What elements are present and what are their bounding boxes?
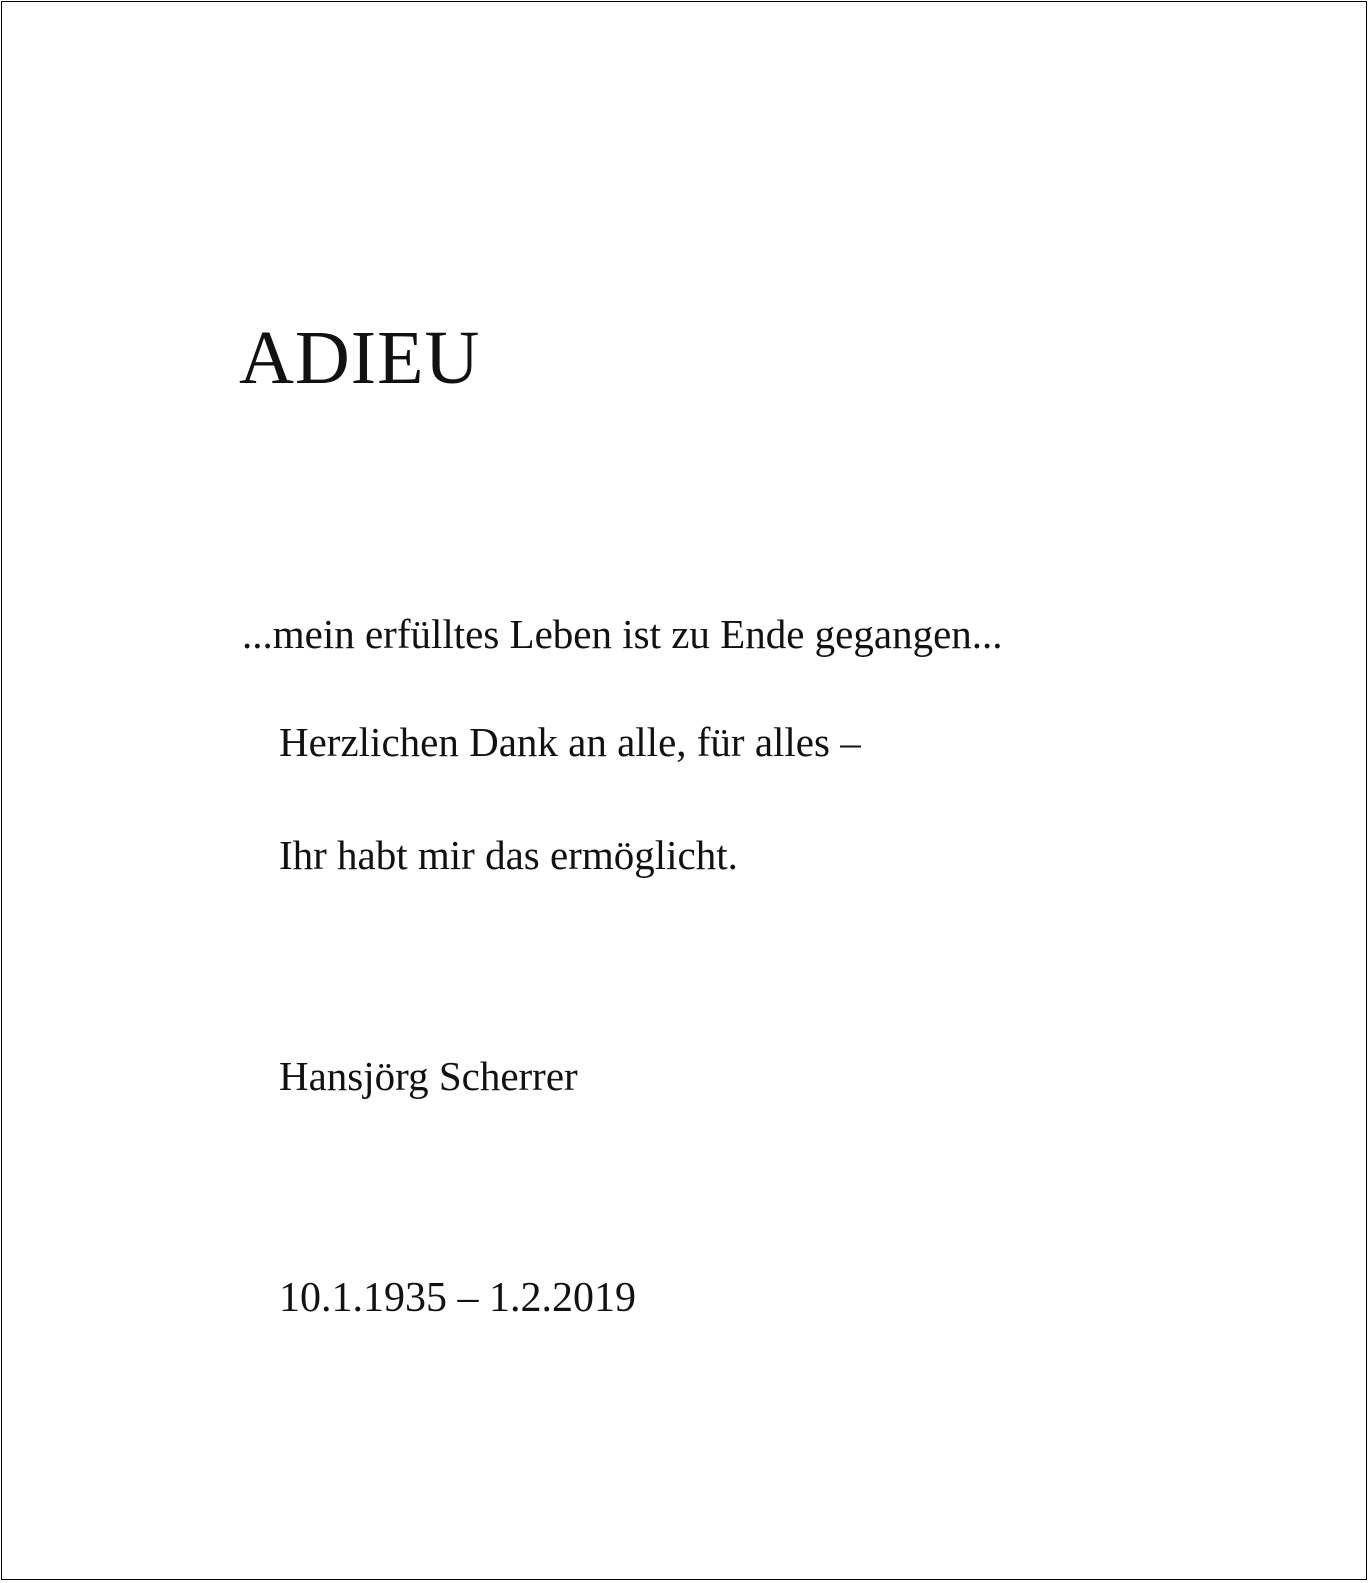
deceased-name: Hansjörg Scherrer: [279, 1053, 578, 1099]
intro-line: ...mein erfülltes Leben ist zu Ende gegangen...: [242, 611, 1003, 657]
notice-frame: [1, 1, 1367, 1580]
thanks-line: Herzlichen Dank an alle, für alles –: [279, 719, 861, 765]
life-dates: 10.1.1935 – 1.2.2019: [279, 1275, 636, 1321]
notice-title: ADIEU: [239, 316, 481, 400]
possible-line: Ihr habt mir das ermöglicht.: [279, 832, 738, 878]
